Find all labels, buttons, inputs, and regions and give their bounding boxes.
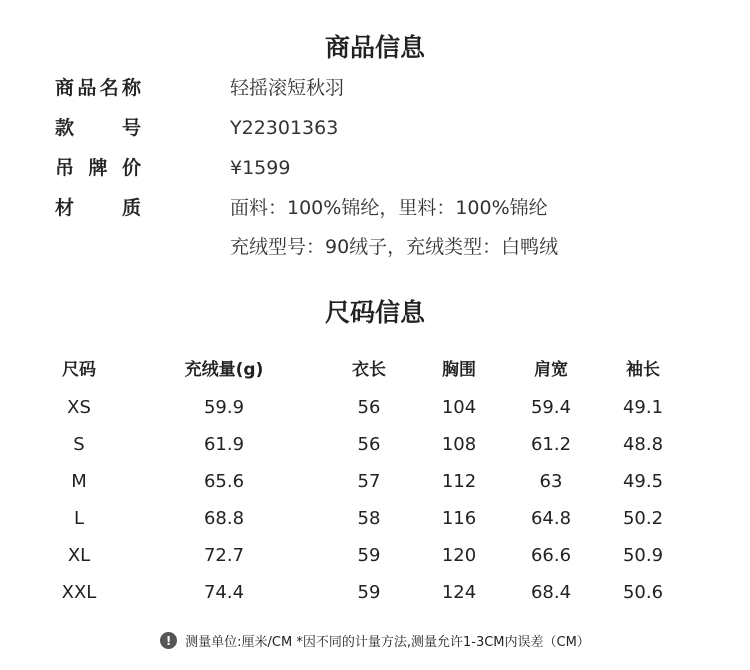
table-row bbox=[0, 426, 750, 463]
label-char: 质 bbox=[121, 197, 141, 219]
table-cell: 59.9 bbox=[203, 397, 245, 418]
info-label-style-no bbox=[55, 113, 141, 143]
table-cell: 63 bbox=[539, 471, 563, 492]
label-char: 商 bbox=[55, 77, 75, 99]
table-cell: 72.7 bbox=[203, 545, 245, 566]
table-cell: 50.9 bbox=[622, 545, 664, 566]
table-cell: XXL bbox=[61, 582, 97, 603]
table-cell: 104 bbox=[441, 397, 477, 418]
header-cell-chest: 胸围 bbox=[442, 360, 476, 380]
table-cell: 65.6 bbox=[203, 471, 245, 492]
info-value-filling: 充绒型号：90绒子，充绒类型：白鸭绒 bbox=[230, 236, 559, 258]
label-char: 牌 bbox=[88, 157, 108, 179]
size-table-header bbox=[0, 352, 750, 389]
header-cell-length: 衣长 bbox=[352, 360, 386, 380]
table-cell: 57 bbox=[357, 471, 381, 492]
table-cell: 124 bbox=[441, 582, 477, 603]
info-value-price: ¥1599 bbox=[230, 157, 291, 179]
label-char: 吊 bbox=[55, 157, 75, 179]
table-cell: 59.4 bbox=[530, 397, 572, 418]
label-char: 名 bbox=[99, 77, 119, 99]
table-cell: 68.4 bbox=[530, 582, 572, 603]
label-char: 称 bbox=[121, 77, 141, 99]
info-value-style-no: Y22301363 bbox=[230, 117, 339, 139]
info-row-style-no bbox=[0, 113, 750, 143]
table-row bbox=[0, 574, 750, 611]
table-row bbox=[0, 463, 750, 500]
table-cell: 49.1 bbox=[622, 397, 664, 418]
header-cell-size: 尺码 bbox=[62, 360, 96, 380]
product-info-title: 商品信息 bbox=[324, 33, 425, 62]
info-row-filling bbox=[0, 232, 750, 262]
table-cell: 58 bbox=[357, 508, 381, 529]
measurement-note bbox=[0, 631, 750, 650]
label-char: 款 bbox=[55, 117, 75, 139]
header-cell-sleeve: 袖长 bbox=[626, 360, 660, 380]
table-cell: 68.8 bbox=[203, 508, 245, 529]
info-row-material bbox=[0, 193, 750, 223]
table-cell: 56 bbox=[357, 397, 381, 418]
info-value-material: 面料：100%锦纶，里料：100%锦纶 bbox=[230, 197, 548, 219]
label-char: 品 bbox=[77, 77, 97, 99]
table-row bbox=[0, 500, 750, 537]
info-row-name bbox=[0, 73, 750, 103]
table-cell: S bbox=[73, 434, 85, 455]
info-label-name bbox=[55, 73, 141, 103]
info-label-material bbox=[55, 193, 141, 223]
table-cell: 64.8 bbox=[530, 508, 572, 529]
table-cell: 49.5 bbox=[622, 471, 664, 492]
table-cell: 50.6 bbox=[622, 582, 664, 603]
table-cell: 108 bbox=[441, 434, 477, 455]
label-char: 价 bbox=[121, 157, 141, 179]
table-cell: XL bbox=[67, 545, 91, 566]
header-cell-fill: 充绒量(g) bbox=[184, 360, 264, 380]
label-char: 材 bbox=[55, 197, 75, 219]
table-row bbox=[0, 537, 750, 574]
note-text: 测量单位:厘米/CM *因不同的计量方法,测量允许1-3CM内误差（CM） bbox=[185, 635, 590, 650]
table-row bbox=[0, 389, 750, 426]
table-cell: 59 bbox=[357, 582, 381, 603]
table-cell: 116 bbox=[441, 508, 477, 529]
table-cell: 74.4 bbox=[203, 582, 245, 603]
info-label-price bbox=[55, 153, 141, 183]
table-cell: 120 bbox=[441, 545, 477, 566]
header-cell-shoulder: 肩宽 bbox=[534, 360, 568, 380]
exclamation-icon: ! bbox=[160, 632, 177, 649]
table-cell: 59 bbox=[357, 545, 381, 566]
label-char: 号 bbox=[121, 117, 141, 139]
table-cell: L bbox=[73, 508, 85, 529]
table-cell: 56 bbox=[357, 434, 381, 455]
table-cell: 50.2 bbox=[622, 508, 664, 529]
table-cell: M bbox=[71, 471, 87, 492]
info-row-price bbox=[0, 153, 750, 183]
table-cell: 61.9 bbox=[203, 434, 245, 455]
table-cell: 48.8 bbox=[622, 434, 664, 455]
table-cell: XS bbox=[67, 397, 91, 418]
size-info-title: 尺码信息 bbox=[324, 298, 425, 327]
size-table bbox=[0, 352, 750, 611]
table-cell: 112 bbox=[441, 471, 477, 492]
table-cell: 66.6 bbox=[530, 545, 572, 566]
info-value-name: 轻摇滚短秋羽 bbox=[230, 77, 345, 99]
table-cell: 61.2 bbox=[530, 434, 572, 455]
